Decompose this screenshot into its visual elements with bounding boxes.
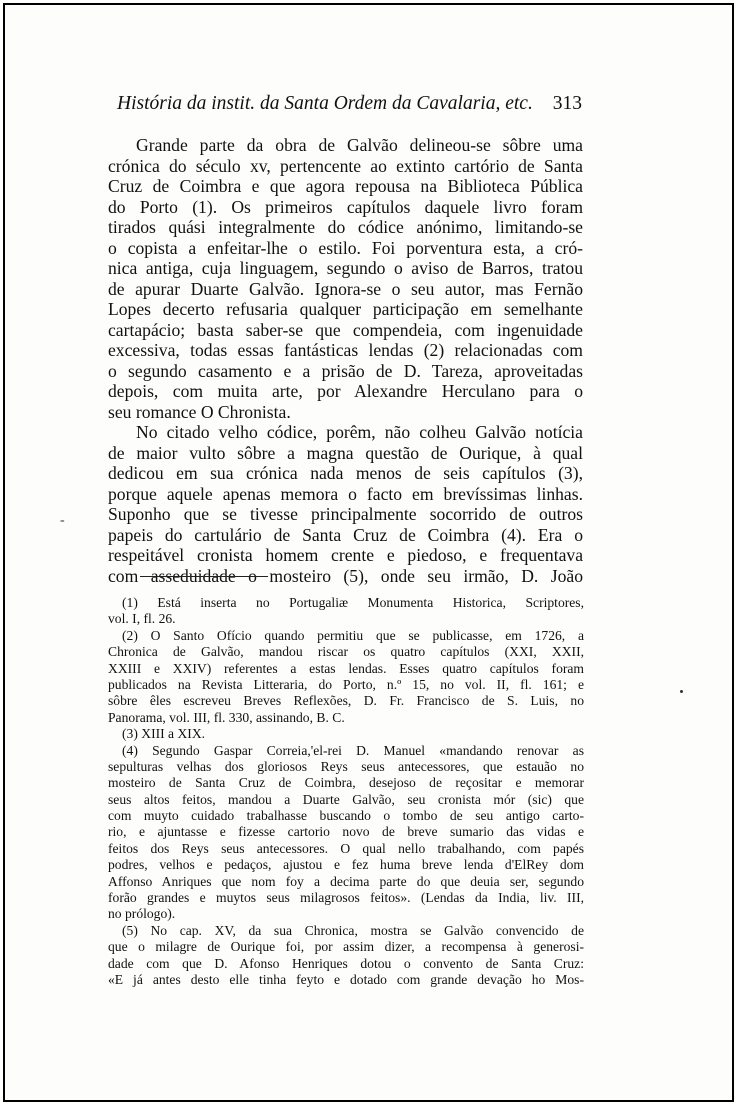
print-speck xyxy=(680,690,683,693)
footnote-line: Panorama, vol. III, fl. 330, assinando, B. C. xyxy=(108,709,345,725)
text-line: dedicou em sua crónica nada menos de seis capítulos (3), xyxy=(108,463,583,483)
footnote-line: (4) Segundo Gaspar Correia,'el-rei D. Manuel «mandando renovar as xyxy=(122,742,584,758)
footnote-line: publicados na Revista Litteraria, do Porto, n.º 15, no vol. II, fl. 161; e xyxy=(108,676,584,692)
footnote-line: XXIII e XXIV) referentes a estas lendas. Esses quatro capítulos foram xyxy=(108,660,584,676)
text-line: o copista a enfeitar-lhe o estilo. Foi porventura esta, a cró- xyxy=(108,237,583,258)
footnotes xyxy=(108,595,584,988)
text-line: nica antiga, cuja linguagem, segundo o aviso de Barros, tratou xyxy=(108,258,583,278)
footnote-line: (1) Está inserta no Portugaliæ Monumenta Historica, Scriptores, xyxy=(122,595,584,610)
text-line: de apurar Duarte Galvão. Ignora-se o seu autor, mas Fernão xyxy=(108,278,583,299)
running-title: História da instit. da Santa Ordem da Cavalaria, etc. xyxy=(117,93,533,114)
text-line: seu romance O Chronista. xyxy=(108,401,291,422)
footnote-rule xyxy=(140,576,268,577)
text-line: cartapácio; basta saber-se que compendeia, com ingenuidade xyxy=(108,319,583,340)
footnote-line: vol. I, fl. 26. xyxy=(108,611,176,627)
text-line: Lopes decerto refusaria qualquer participação em semelhante xyxy=(108,299,583,319)
footnote-line: dade com que D. Afonso Henriques dotou o convento de Santa Cruz: xyxy=(108,955,584,971)
text-line: do Porto (1). Os primeiros capítulos daquele livro foram xyxy=(108,196,583,217)
footnote-line: com muyto cuidado trabalhasse buscando o tombo de seu antigo carto- xyxy=(108,808,584,824)
text-line: de maior vulto sôbre a magna questão de Ourique, à qual xyxy=(108,442,583,463)
margin-dash: - xyxy=(60,513,65,528)
text-line: o segundo casamento e a prisão de D. Tareza, aproveitadas xyxy=(108,360,583,381)
text-line: tirados quási integralmente do códice anónimo, limitando-se xyxy=(108,217,583,237)
text-line: No citado velho códice, porêm, não colheu Galvão notícia xyxy=(136,422,583,442)
footnote-line: (3) XIII a XIX. xyxy=(122,726,206,742)
footnote-line: «E já antes desto elle tinha feyto e dotado com grande devação ho Mos- xyxy=(108,971,584,987)
text-line: respeitável cronista homem crente e piedoso, e frequentava xyxy=(108,545,583,565)
footnote-line: podres, velhos e pedaços, ajustou e fez huma breve lenda d'ElRey dom xyxy=(108,857,584,873)
footnote-line: mosteiro de Santa Cruz de Coimbra, desejoso de reçositar e memorar xyxy=(108,775,584,791)
text-line: porque aquele apenas memora o facto em brevíssimas linhas. xyxy=(108,483,583,504)
footnote-line: feitos dos Reys seus antecessores. O qual nello trabalhando, com papés xyxy=(108,840,584,856)
footnote-line: forão grandes e muytos seus milagrosos feitos». (Lendas da India, liv. III, xyxy=(108,890,584,906)
footnote-line: sôbre êles escreveu Breves Reflexões, D. Fr. Francisco de S. Luis, no xyxy=(108,693,584,709)
text-line: Suponho que se tivesse principalmente socorrido de outros xyxy=(108,504,583,524)
footnote-line: (5) No cap. XV, da sua Chronica, mostra se Galvão convencido de xyxy=(122,922,584,938)
footnote-line: Affonso Anriques que nom foy a decima parte do que deuia ser, segundo xyxy=(108,873,584,889)
footnote-line: (2) O Santo Ofício quando permitiu que se publicasse, em 1726, a xyxy=(122,627,584,643)
footnote-line: no prólogo). xyxy=(108,906,176,922)
text-line: Cruz de Coimbra e que agora repousa na Biblioteca Pública xyxy=(108,176,583,196)
main-text xyxy=(108,135,583,586)
text-line: papeis do cartulário de Santa Cruz de Coimbra (4). Era o xyxy=(108,524,583,545)
text-line: com asseduidade o mosteiro (5), onde seu irmão, D. João xyxy=(108,565,583,586)
text-line: excessiva, todas essas fantásticas lendas (2) relacionadas com xyxy=(108,340,583,360)
page-header xyxy=(117,93,582,119)
footnote-line: sepulturas velhas dos gloriosos Reys seus antecessores, que estauão no xyxy=(108,758,584,774)
page-number: 313 xyxy=(552,93,582,114)
footnote-line: que o milagre de Ourique foi, por assim dizer, a recompensa à generosi- xyxy=(108,939,584,955)
text-line: depois, com muita arte, por Alexandre Herculano para o xyxy=(108,381,583,401)
book-page xyxy=(3,3,734,1102)
text-line: Grande parte da obra de Galvão delineou-se sôbre uma xyxy=(136,135,583,155)
footnote-line: rio, e ajuntasse e fizesse cartorio novo de breve sumario das vidas e xyxy=(108,824,584,840)
footnote-line: seus altos feitos, mandou a Duarte Galvão, seu cronista mór (sic) que xyxy=(108,791,584,807)
footnote-line: Chronica de Galvão, mandou riscar os quatro capítulos (XXI, XXII, xyxy=(108,644,584,660)
text-line: crónica do século xv, pertencente ao extinto cartório de Santa xyxy=(108,155,583,176)
